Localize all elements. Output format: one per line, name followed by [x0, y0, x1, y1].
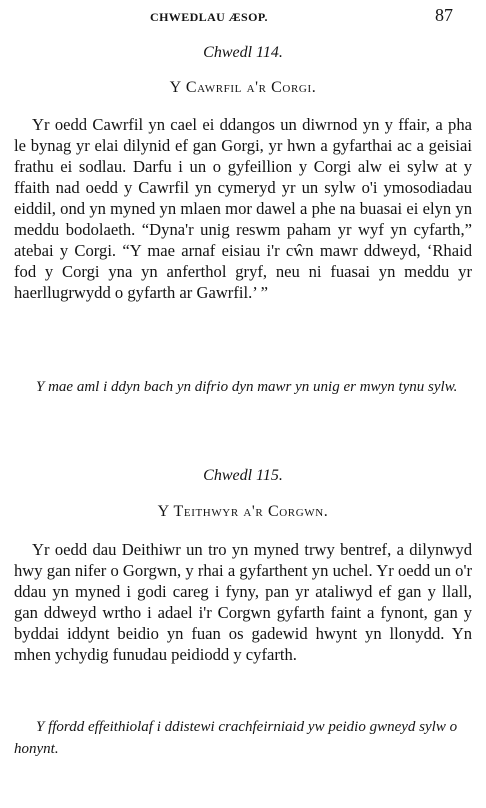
fable-moral-114 [14, 376, 472, 398]
fable-moral-115 [14, 716, 472, 760]
moral-text: Y ffordd effeithiolaf i ddistewi crachfeirniaid yw peidio gwneyd sylw o honynt. [14, 719, 458, 757]
fable-title-text: Y Teithwyr a'r Corgwn. [157, 503, 329, 520]
fable-title-text: Y Cawrfil a'r Corgi. [169, 79, 317, 96]
fable-body-115 [14, 539, 472, 665]
page-number: 87 [435, 5, 453, 25]
fable-number-115: Chwedl 115. [203, 467, 283, 484]
running-title: CHWEDLAU ÆSOP. [150, 10, 268, 24]
fable-body-114 [14, 114, 472, 303]
fable-number-114: Chwedl 114. [203, 44, 283, 61]
fable-title-115 [0, 503, 486, 521]
moral-text: Y mae aml i ddyn bach yn difrio dyn mawr yn unig er mwyn tynu sylw. [36, 379, 458, 395]
fable-title-114 [0, 79, 486, 97]
fable-paragraph: Yr oedd Cawrfil yn cael ei ddangos un diwrnod yn y ffair, a pha le bynag yr elai dilynid ef gan Gorgi, yr hwn a gyfarthai ac a geisiai frathu ei sodlau. Darfu i un o gyfeillion y Corgi alw ei sylw at y ffaith nad oedd y Cawrfil yn cymeryd yr un sylw o'i ymosodiadau eiddil, ond yn myned yn mlaen mor dawel a phe na buasai ei elyn yn meddu bodolaeth. “Dyna'r unig reswm paham yr wyf yn cyfarth,” atebai y Corgi. “Y mae arnaf eisiau i'r cŵn mawr ddweyd, ‘Rhaid fod y Corgi yna yn anferthol gryf, neu ni fuasai yn meddu yr haerllugrwydd o gyfarth ar Gawrfil.’ ” [14, 115, 472, 302]
running-head [0, 5, 486, 28]
fable-paragraph: Yr oedd dau Deithiwr un tro yn myned trwy bentref, a dilynwyd hwy gan nifer o Gorgwn, y rhai a gyfarthent yn uchel. Yr oedd un o'r ddau yn myned i godi careg i fyny, pan yr ataliwyd ef gan y llall, gan ddweyd wrtho i adael i'r Corgwn gyfarth faint a fynont, gan y byddai iddynt beidio yn fuan os gadewid hwynt yn llonydd. Yn mhen ychydig funudau peidiodd y cyfarth. [14, 540, 472, 664]
